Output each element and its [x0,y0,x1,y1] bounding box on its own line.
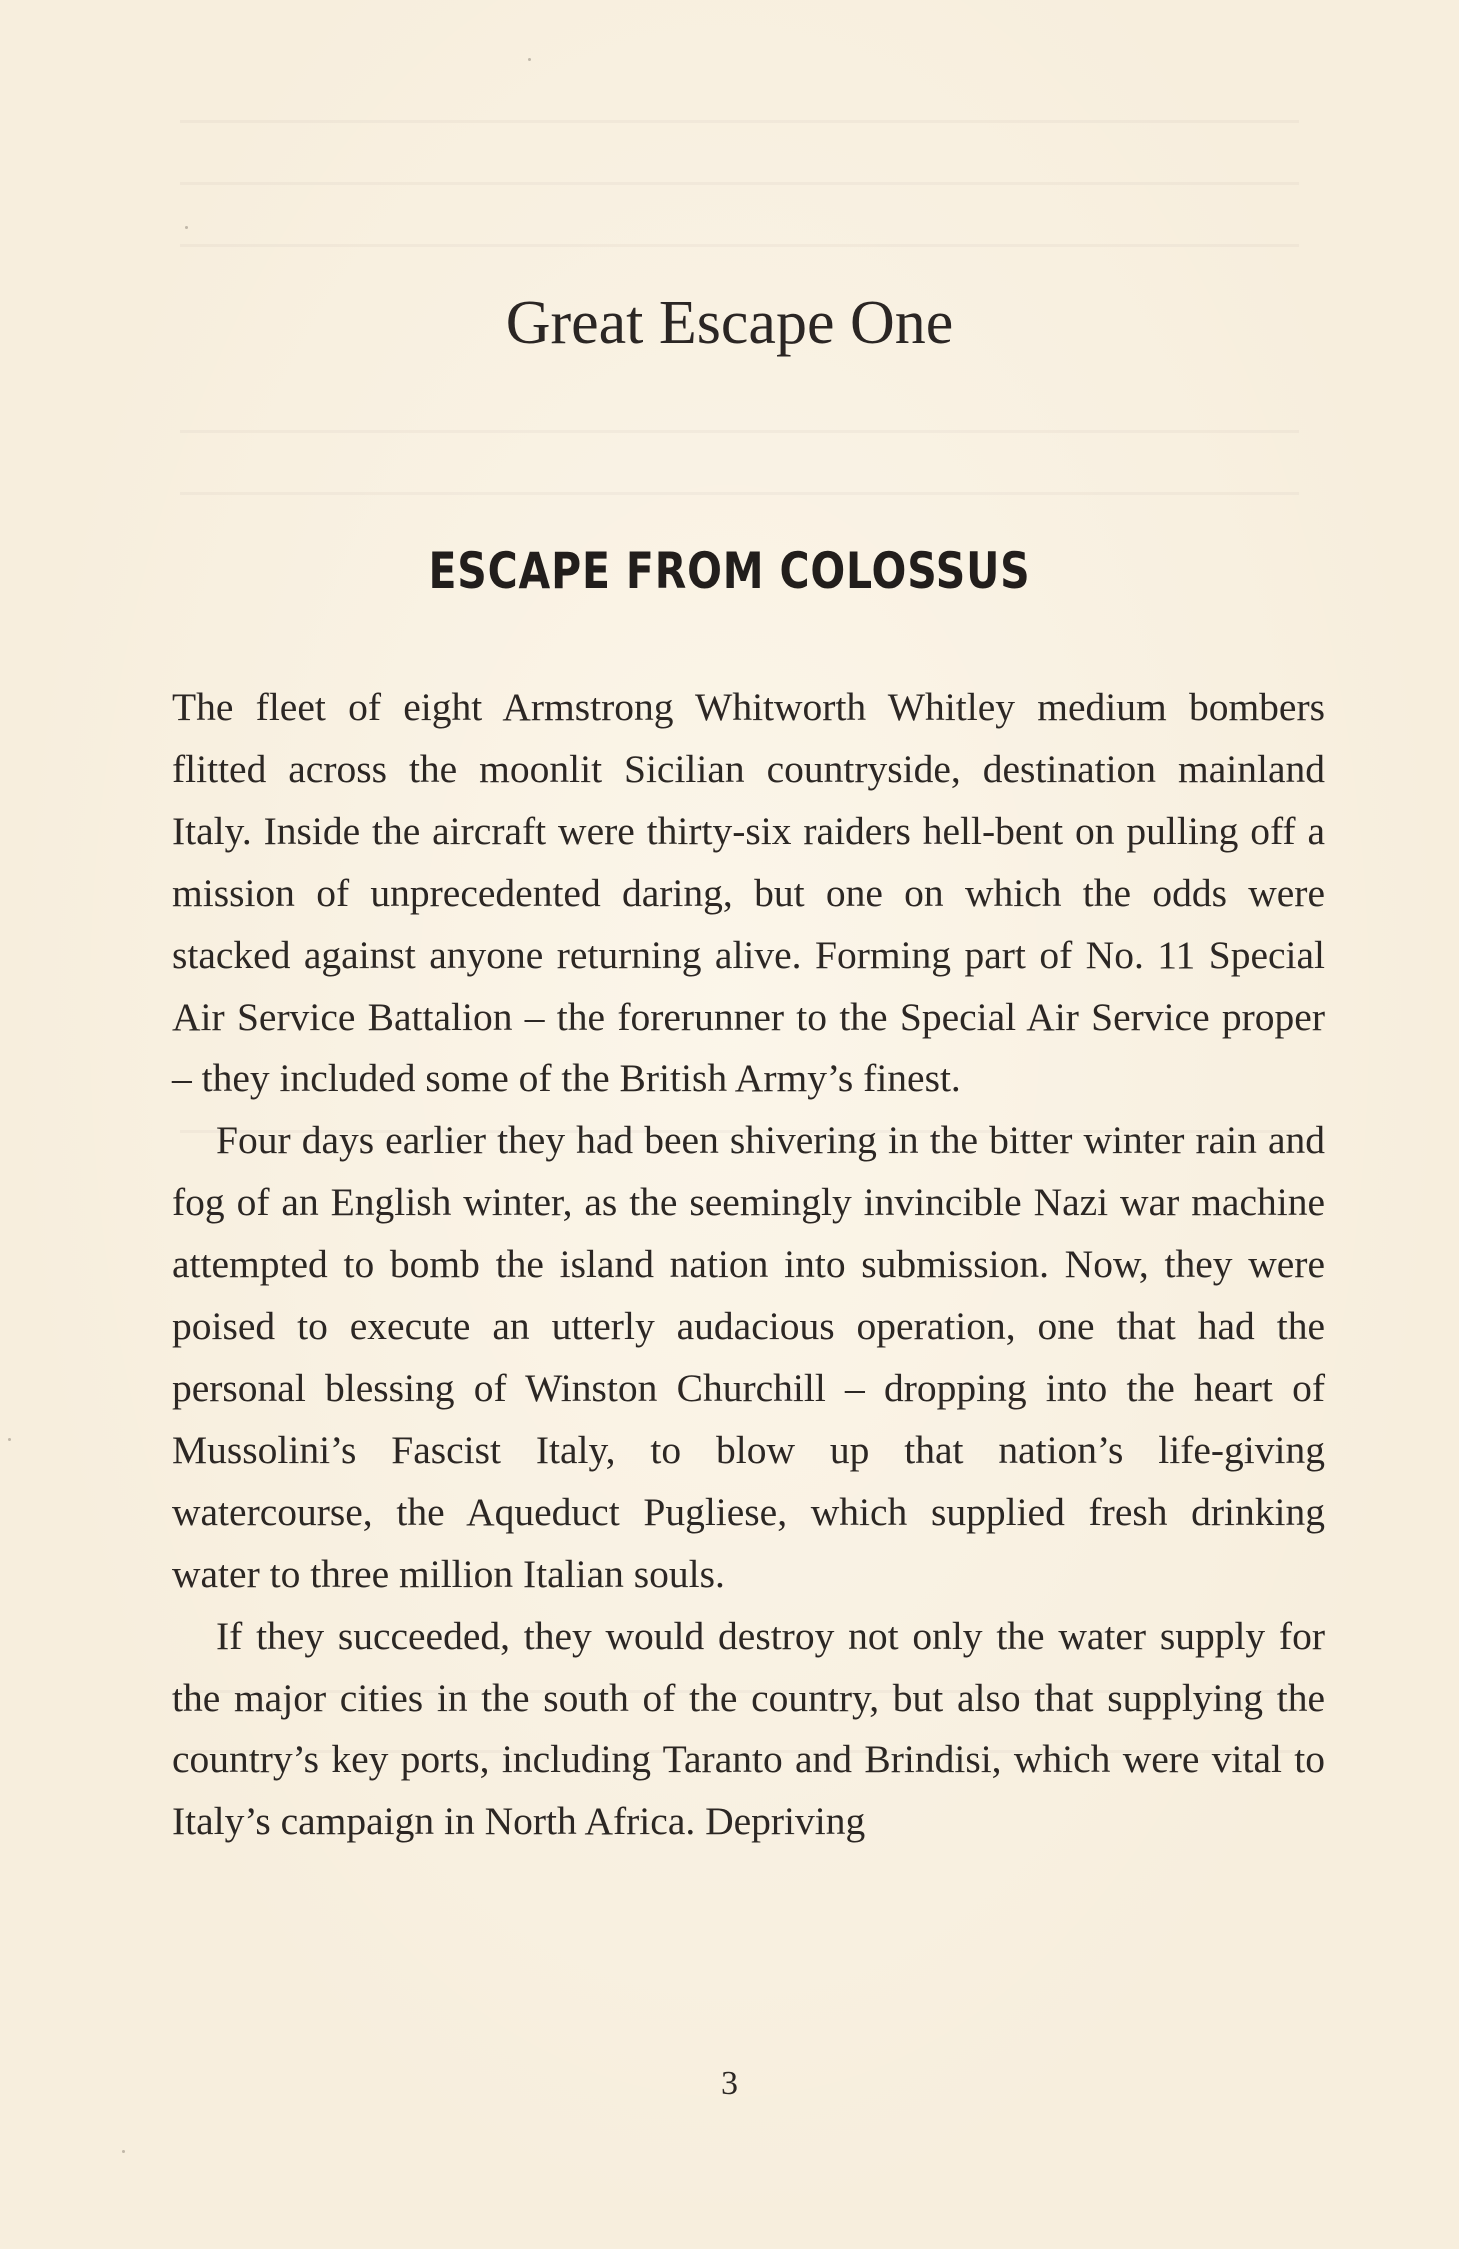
show-through-line [180,492,1299,495]
paragraph-1: The fleet of eight Armstrong Whitworth Whitley medium bombers flitted across the moonlit Sicilian countryside, destination mainland Italy. Inside the aircraft were thirty-six raiders hell-bent on pulling off a mission of unprecedented daring, but one on which the odds were stacked against anyone returning alive. Forming part of No. 11 Special Air Service Battalion – the forerunner to the Special Air Service proper – they included some of the British Army’s finest. [172,685,1325,1101]
show-through-line [180,120,1299,123]
section-heading: ESCAPE FROM COLOSSUS [428,542,1031,600]
paragraph-2: Four days earlier they had been shivering in the bitter winter rain and fog of an English winter, as the seemingly invincible Nazi war machine attempted to bomb the island nation into submission. Now, they were poised to execute an utterly audacious operation, one that had the personal blessing of Winston Churchill – dropping into the heart of Mussolini’s Fascist Italy, to blow up that nation’s life-giving watercourse, the Aqueduct Pugliese, which supplied fresh drinking water to three million Italian souls. [172,1118,1325,1596]
paper-speck [8,1438,11,1441]
show-through-line [180,182,1299,185]
show-through-line [180,244,1299,247]
paper-speck [528,58,531,61]
chapter-title: Great Escape One [505,289,954,357]
body-text [172,677,1325,1853]
page-number: 3 [721,2065,738,2102]
paragraph-3: If they succeeded, they would destroy not only the water supply for the major cities in the south of the country, but also that supplying the country’s key ports, including Taranto and Brindisi, which were vital to Italy’s campaign in North Africa. Depriving [172,1613,1325,1844]
paper-speck [122,2150,125,2153]
show-through-line [180,430,1299,433]
paper-speck [185,226,188,229]
